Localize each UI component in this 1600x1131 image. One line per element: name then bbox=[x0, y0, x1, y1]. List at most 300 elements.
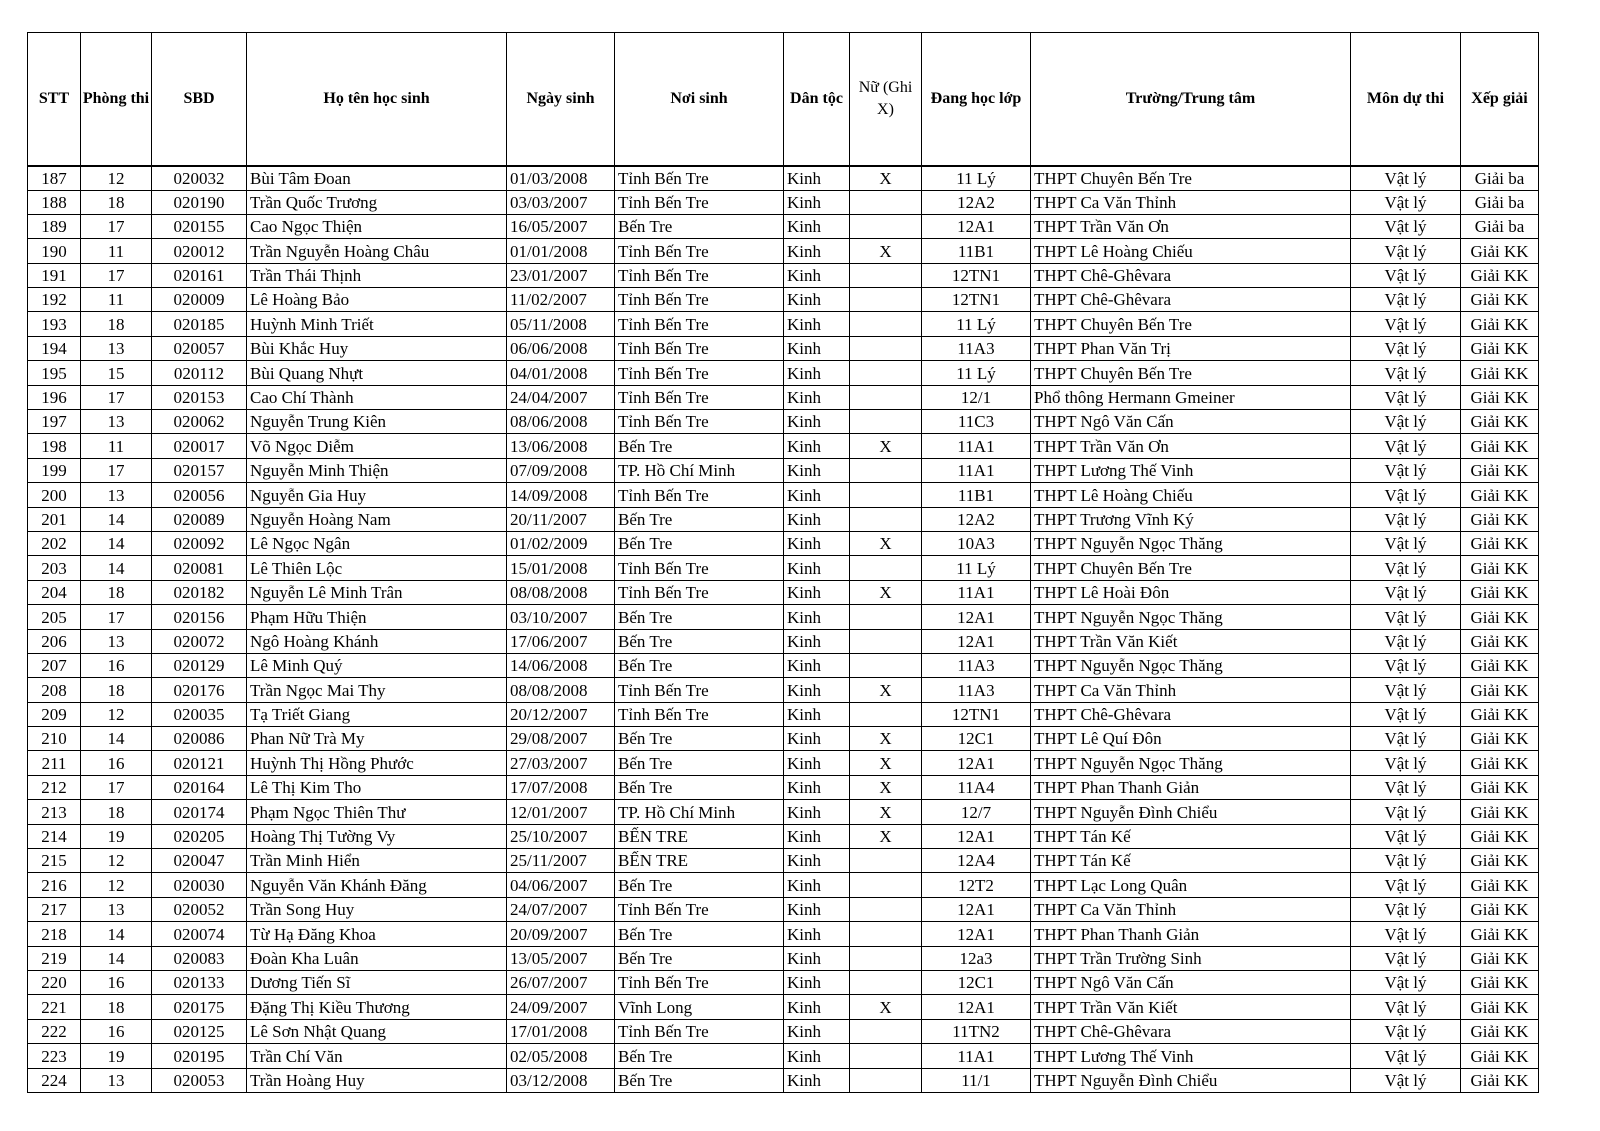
cell-stt: 187 bbox=[28, 166, 81, 191]
table-row bbox=[28, 751, 1539, 775]
cell-xep-giai: Giải KK bbox=[1461, 1044, 1539, 1068]
cell-sbd: 020072 bbox=[152, 629, 247, 653]
table-row bbox=[28, 922, 1539, 946]
cell-sbd: 020112 bbox=[152, 361, 247, 385]
cell-xep-giai: Giải KK bbox=[1461, 531, 1539, 555]
cell-stt: 198 bbox=[28, 434, 81, 458]
cell-truong: Phổ thông Hermann Gmeiner bbox=[1031, 385, 1351, 409]
cell-ngay-sinh: 03/03/2007 bbox=[507, 190, 615, 214]
cell-stt: 204 bbox=[28, 580, 81, 604]
cell-lop: 11A1 bbox=[922, 580, 1031, 604]
cell-ho-ten: Huỳnh Thị Hồng Phước bbox=[247, 751, 507, 775]
cell-ho-ten: Lê Minh Quý bbox=[247, 653, 507, 677]
cell-stt: 214 bbox=[28, 824, 81, 848]
cell-dan-toc: Kinh bbox=[784, 434, 850, 458]
cell-mon: Vật lý bbox=[1351, 531, 1461, 555]
cell-phong-thi: 17 bbox=[81, 605, 152, 629]
cell-mon: Vật lý bbox=[1351, 1019, 1461, 1043]
cell-nu: X bbox=[850, 678, 922, 702]
table-body bbox=[28, 166, 1539, 1093]
cell-nu bbox=[850, 653, 922, 677]
table-row bbox=[28, 897, 1539, 921]
cell-ho-ten: Trần Ngọc Mai Thy bbox=[247, 678, 507, 702]
cell-ngay-sinh: 01/01/2008 bbox=[507, 239, 615, 263]
cell-lop: 12A1 bbox=[922, 605, 1031, 629]
cell-phong-thi: 13 bbox=[81, 336, 152, 360]
table-row bbox=[28, 727, 1539, 751]
header-stt: STT bbox=[28, 33, 81, 166]
cell-stt: 189 bbox=[28, 214, 81, 238]
cell-sbd: 020157 bbox=[152, 458, 247, 482]
cell-xep-giai: Giải KK bbox=[1461, 702, 1539, 726]
cell-mon: Vật lý bbox=[1351, 1068, 1461, 1092]
cell-xep-giai: Giải KK bbox=[1461, 727, 1539, 751]
cell-truong: THPT Trần Văn Kiết bbox=[1031, 995, 1351, 1019]
cell-dan-toc: Kinh bbox=[784, 922, 850, 946]
header-phong-thi: Phòng thi bbox=[81, 33, 152, 166]
cell-sbd: 020175 bbox=[152, 995, 247, 1019]
cell-ho-ten: Lê Thị Kim Tho bbox=[247, 775, 507, 799]
cell-mon: Vật lý bbox=[1351, 1044, 1461, 1068]
cell-mon: Vật lý bbox=[1351, 678, 1461, 702]
cell-xep-giai: Giải KK bbox=[1461, 800, 1539, 824]
cell-noi-sinh: BẾN TRE bbox=[615, 824, 784, 848]
cell-stt: 223 bbox=[28, 1044, 81, 1068]
cell-ngay-sinh: 08/08/2008 bbox=[507, 580, 615, 604]
cell-lop: 12TN1 bbox=[922, 263, 1031, 287]
cell-xep-giai: Giải KK bbox=[1461, 849, 1539, 873]
cell-dan-toc: Kinh bbox=[784, 312, 850, 336]
cell-lop: 12a3 bbox=[922, 946, 1031, 970]
table-row bbox=[28, 336, 1539, 360]
cell-dan-toc: Kinh bbox=[784, 410, 850, 434]
table-row bbox=[28, 239, 1539, 263]
cell-dan-toc: Kinh bbox=[784, 190, 850, 214]
cell-sbd: 020176 bbox=[152, 678, 247, 702]
cell-ngay-sinh: 03/10/2007 bbox=[507, 605, 615, 629]
cell-xep-giai: Giải KK bbox=[1461, 239, 1539, 263]
cell-mon: Vật lý bbox=[1351, 336, 1461, 360]
cell-noi-sinh: Tỉnh Bến Tre bbox=[615, 556, 784, 580]
cell-phong-thi: 15 bbox=[81, 361, 152, 385]
cell-sbd: 020121 bbox=[152, 751, 247, 775]
cell-ho-ten: Võ Ngọc Diễm bbox=[247, 434, 507, 458]
cell-dan-toc: Kinh bbox=[784, 897, 850, 921]
cell-xep-giai: Giải KK bbox=[1461, 824, 1539, 848]
cell-ngay-sinh: 01/03/2008 bbox=[507, 166, 615, 191]
cell-truong: THPT Ca Văn Thỉnh bbox=[1031, 897, 1351, 921]
cell-dan-toc: Kinh bbox=[784, 873, 850, 897]
cell-truong: THPT Lương Thế Vinh bbox=[1031, 458, 1351, 482]
cell-phong-thi: 18 bbox=[81, 678, 152, 702]
table-row bbox=[28, 702, 1539, 726]
cell-truong: THPT Trần Trường Sinh bbox=[1031, 946, 1351, 970]
cell-ho-ten: Tạ Triết Giang bbox=[247, 702, 507, 726]
cell-ho-ten: Trần Thái Thịnh bbox=[247, 263, 507, 287]
cell-mon: Vật lý bbox=[1351, 312, 1461, 336]
cell-phong-thi: 17 bbox=[81, 214, 152, 238]
cell-lop: 11B1 bbox=[922, 483, 1031, 507]
cell-nu bbox=[850, 483, 922, 507]
cell-mon: Vật lý bbox=[1351, 458, 1461, 482]
cell-phong-thi: 17 bbox=[81, 775, 152, 799]
cell-xep-giai: Giải KK bbox=[1461, 361, 1539, 385]
cell-nu: X bbox=[850, 824, 922, 848]
cell-ho-ten: Trần Song Huy bbox=[247, 897, 507, 921]
cell-ngay-sinh: 04/06/2007 bbox=[507, 873, 615, 897]
cell-mon: Vật lý bbox=[1351, 727, 1461, 751]
cell-stt: 213 bbox=[28, 800, 81, 824]
cell-noi-sinh: Tỉnh Bến Tre bbox=[615, 678, 784, 702]
cell-noi-sinh: Bến Tre bbox=[615, 629, 784, 653]
cell-stt: 206 bbox=[28, 629, 81, 653]
header-nu: Nữ (Ghi X) bbox=[850, 33, 922, 166]
cell-ho-ten: Cao Chí Thành bbox=[247, 385, 507, 409]
cell-ngay-sinh: 04/01/2008 bbox=[507, 361, 615, 385]
cell-lop: 12A1 bbox=[922, 824, 1031, 848]
cell-ho-ten: Trần Chí Văn bbox=[247, 1044, 507, 1068]
cell-ngay-sinh: 06/06/2008 bbox=[507, 336, 615, 360]
cell-xep-giai: Giải KK bbox=[1461, 263, 1539, 287]
cell-lop: 11 Lý bbox=[922, 166, 1031, 191]
header-mon: Môn dự thi bbox=[1351, 33, 1461, 166]
cell-sbd: 020190 bbox=[152, 190, 247, 214]
cell-noi-sinh: Tỉnh Bến Tre bbox=[615, 702, 784, 726]
cell-phong-thi: 17 bbox=[81, 263, 152, 287]
cell-dan-toc: Kinh bbox=[784, 214, 850, 238]
table-row bbox=[28, 410, 1539, 434]
cell-lop: 12T2 bbox=[922, 873, 1031, 897]
header-ngay-sinh: Ngày sinh bbox=[507, 33, 615, 166]
cell-ho-ten: Nguyễn Trung Kiên bbox=[247, 410, 507, 434]
cell-nu bbox=[850, 1019, 922, 1043]
table-row bbox=[28, 605, 1539, 629]
cell-nu bbox=[850, 922, 922, 946]
cell-lop: 12C1 bbox=[922, 727, 1031, 751]
cell-dan-toc: Kinh bbox=[784, 288, 850, 312]
cell-phong-thi: 11 bbox=[81, 239, 152, 263]
cell-noi-sinh: TP. Hồ Chí Minh bbox=[615, 800, 784, 824]
cell-nu bbox=[850, 556, 922, 580]
cell-noi-sinh: Tỉnh Bến Tre bbox=[615, 361, 784, 385]
cell-stt: 202 bbox=[28, 531, 81, 555]
cell-dan-toc: Kinh bbox=[784, 239, 850, 263]
cell-dan-toc: Kinh bbox=[784, 507, 850, 531]
cell-sbd: 020155 bbox=[152, 214, 247, 238]
cell-mon: Vật lý bbox=[1351, 849, 1461, 873]
cell-truong: THPT Phan Văn Trị bbox=[1031, 336, 1351, 360]
cell-sbd: 020161 bbox=[152, 263, 247, 287]
cell-stt: 222 bbox=[28, 1019, 81, 1043]
cell-noi-sinh: Tỉnh Bến Tre bbox=[615, 288, 784, 312]
cell-ngay-sinh: 02/05/2008 bbox=[507, 1044, 615, 1068]
cell-phong-thi: 11 bbox=[81, 434, 152, 458]
cell-ho-ten: Lê Thiên Lộc bbox=[247, 556, 507, 580]
cell-nu bbox=[850, 849, 922, 873]
table-row bbox=[28, 385, 1539, 409]
cell-phong-thi: 18 bbox=[81, 995, 152, 1019]
cell-ho-ten: Trần Minh Hiển bbox=[247, 849, 507, 873]
cell-phong-thi: 18 bbox=[81, 800, 152, 824]
cell-phong-thi: 17 bbox=[81, 458, 152, 482]
cell-ho-ten: Đoàn Kha Luân bbox=[247, 946, 507, 970]
cell-truong: THPT Chê-Ghêvara bbox=[1031, 702, 1351, 726]
cell-dan-toc: Kinh bbox=[784, 824, 850, 848]
cell-stt: 194 bbox=[28, 336, 81, 360]
cell-nu bbox=[850, 507, 922, 531]
cell-nu bbox=[850, 361, 922, 385]
cell-ho-ten: Dương Tiến Sĩ bbox=[247, 971, 507, 995]
cell-mon: Vật lý bbox=[1351, 190, 1461, 214]
cell-xep-giai: Giải KK bbox=[1461, 946, 1539, 970]
cell-lop: 12A4 bbox=[922, 849, 1031, 873]
cell-lop: 12A2 bbox=[922, 190, 1031, 214]
cell-sbd: 020089 bbox=[152, 507, 247, 531]
cell-mon: Vật lý bbox=[1351, 288, 1461, 312]
cell-ngay-sinh: 27/03/2007 bbox=[507, 751, 615, 775]
cell-stt: 188 bbox=[28, 190, 81, 214]
cell-lop: 12/1 bbox=[922, 385, 1031, 409]
cell-phong-thi: 14 bbox=[81, 727, 152, 751]
table-row bbox=[28, 995, 1539, 1019]
cell-mon: Vật lý bbox=[1351, 824, 1461, 848]
cell-mon: Vật lý bbox=[1351, 971, 1461, 995]
cell-mon: Vật lý bbox=[1351, 775, 1461, 799]
cell-sbd: 020083 bbox=[152, 946, 247, 970]
cell-mon: Vật lý bbox=[1351, 751, 1461, 775]
cell-noi-sinh: Tỉnh Bến Tre bbox=[615, 483, 784, 507]
table-row bbox=[28, 507, 1539, 531]
table-row bbox=[28, 775, 1539, 799]
cell-noi-sinh: Bến Tre bbox=[615, 531, 784, 555]
cell-ho-ten: Bùi Quang Nhựt bbox=[247, 361, 507, 385]
cell-xep-giai: Giải KK bbox=[1461, 678, 1539, 702]
cell-sbd: 020156 bbox=[152, 605, 247, 629]
cell-ngay-sinh: 08/06/2008 bbox=[507, 410, 615, 434]
cell-ho-ten: Phạm Hữu Thiện bbox=[247, 605, 507, 629]
cell-truong: THPT Tán Kế bbox=[1031, 849, 1351, 873]
cell-mon: Vật lý bbox=[1351, 605, 1461, 629]
cell-truong: THPT Chuyên Bến Tre bbox=[1031, 166, 1351, 191]
cell-noi-sinh: Tỉnh Bến Tre bbox=[615, 336, 784, 360]
cell-ngay-sinh: 26/07/2007 bbox=[507, 971, 615, 995]
cell-lop: 12C1 bbox=[922, 971, 1031, 995]
cell-truong: THPT Tán Kế bbox=[1031, 824, 1351, 848]
cell-mon: Vật lý bbox=[1351, 483, 1461, 507]
cell-sbd: 020012 bbox=[152, 239, 247, 263]
cell-phong-thi: 17 bbox=[81, 385, 152, 409]
cell-sbd: 020009 bbox=[152, 288, 247, 312]
cell-dan-toc: Kinh bbox=[784, 385, 850, 409]
cell-mon: Vật lý bbox=[1351, 946, 1461, 970]
cell-xep-giai: Giải KK bbox=[1461, 971, 1539, 995]
cell-lop: 11/1 bbox=[922, 1068, 1031, 1092]
cell-lop: 11 Lý bbox=[922, 556, 1031, 580]
cell-ngay-sinh: 11/02/2007 bbox=[507, 288, 615, 312]
header-truong: Trường/Trung tâm bbox=[1031, 33, 1351, 166]
cell-ngay-sinh: 16/05/2007 bbox=[507, 214, 615, 238]
cell-nu bbox=[850, 190, 922, 214]
cell-nu bbox=[850, 1044, 922, 1068]
cell-mon: Vật lý bbox=[1351, 263, 1461, 287]
cell-ho-ten: Bùi Khắc Huy bbox=[247, 336, 507, 360]
cell-nu bbox=[850, 605, 922, 629]
cell-nu bbox=[850, 214, 922, 238]
cell-xep-giai: Giải KK bbox=[1461, 410, 1539, 434]
cell-nu bbox=[850, 702, 922, 726]
cell-xep-giai: Giải KK bbox=[1461, 580, 1539, 604]
table-row bbox=[28, 312, 1539, 336]
cell-dan-toc: Kinh bbox=[784, 629, 850, 653]
cell-xep-giai: Giải ba bbox=[1461, 166, 1539, 191]
cell-ngay-sinh: 14/09/2008 bbox=[507, 483, 615, 507]
cell-ngay-sinh: 17/01/2008 bbox=[507, 1019, 615, 1043]
cell-stt: 192 bbox=[28, 288, 81, 312]
table-row bbox=[28, 361, 1539, 385]
cell-xep-giai: Giải KK bbox=[1461, 873, 1539, 897]
cell-truong: THPT Trần Văn Kiết bbox=[1031, 629, 1351, 653]
cell-noi-sinh: Tỉnh Bến Tre bbox=[615, 1019, 784, 1043]
table-row bbox=[28, 800, 1539, 824]
cell-stt: 217 bbox=[28, 897, 81, 921]
cell-mon: Vật lý bbox=[1351, 361, 1461, 385]
cell-dan-toc: Kinh bbox=[784, 800, 850, 824]
cell-nu: X bbox=[850, 751, 922, 775]
cell-sbd: 020185 bbox=[152, 312, 247, 336]
cell-phong-thi: 12 bbox=[81, 702, 152, 726]
cell-truong: THPT Chê-Ghêvara bbox=[1031, 263, 1351, 287]
cell-mon: Vật lý bbox=[1351, 995, 1461, 1019]
cell-ngay-sinh: 25/11/2007 bbox=[507, 849, 615, 873]
cell-dan-toc: Kinh bbox=[784, 653, 850, 677]
cell-ngay-sinh: 24/07/2007 bbox=[507, 897, 615, 921]
cell-ngay-sinh: 08/08/2008 bbox=[507, 678, 615, 702]
cell-noi-sinh: Bến Tre bbox=[615, 946, 784, 970]
table-row bbox=[28, 971, 1539, 995]
cell-truong: THPT Lê Hoàng Chiếu bbox=[1031, 483, 1351, 507]
cell-stt: 190 bbox=[28, 239, 81, 263]
cell-truong: THPT Nguyễn Đình Chiểu bbox=[1031, 800, 1351, 824]
cell-noi-sinh: Tỉnh Bến Tre bbox=[615, 971, 784, 995]
cell-lop: 12TN1 bbox=[922, 288, 1031, 312]
cell-sbd: 020164 bbox=[152, 775, 247, 799]
cell-ngay-sinh: 24/04/2007 bbox=[507, 385, 615, 409]
cell-sbd: 020125 bbox=[152, 1019, 247, 1043]
cell-ho-ten: Lê Hoàng Bảo bbox=[247, 288, 507, 312]
cell-phong-thi: 19 bbox=[81, 824, 152, 848]
cell-stt: 211 bbox=[28, 751, 81, 775]
cell-phong-thi: 18 bbox=[81, 190, 152, 214]
cell-stt: 191 bbox=[28, 263, 81, 287]
cell-ho-ten: Lê Sơn Nhật Quang bbox=[247, 1019, 507, 1043]
cell-ngay-sinh: 13/05/2007 bbox=[507, 946, 615, 970]
cell-ho-ten: Huỳnh Minh Triết bbox=[247, 312, 507, 336]
cell-noi-sinh: Tỉnh Bến Tre bbox=[615, 385, 784, 409]
cell-mon: Vật lý bbox=[1351, 702, 1461, 726]
table-row bbox=[28, 1044, 1539, 1068]
cell-ngay-sinh: 29/08/2007 bbox=[507, 727, 615, 751]
cell-ngay-sinh: 14/06/2008 bbox=[507, 653, 615, 677]
cell-noi-sinh: Tỉnh Bến Tre bbox=[615, 190, 784, 214]
table-row bbox=[28, 1019, 1539, 1043]
cell-ngay-sinh: 12/01/2007 bbox=[507, 800, 615, 824]
cell-stt: 200 bbox=[28, 483, 81, 507]
cell-truong: THPT Chê-Ghêvara bbox=[1031, 288, 1351, 312]
cell-lop: 12A2 bbox=[922, 507, 1031, 531]
cell-phong-thi: 19 bbox=[81, 1044, 152, 1068]
cell-truong: THPT Ngô Văn Cấn bbox=[1031, 971, 1351, 995]
cell-noi-sinh: Vĩnh Long bbox=[615, 995, 784, 1019]
cell-mon: Vật lý bbox=[1351, 214, 1461, 238]
cell-dan-toc: Kinh bbox=[784, 1044, 850, 1068]
cell-noi-sinh: Bến Tre bbox=[615, 1044, 784, 1068]
cell-truong: THPT Lạc Long Quân bbox=[1031, 873, 1351, 897]
cell-sbd: 020205 bbox=[152, 824, 247, 848]
table-row bbox=[28, 873, 1539, 897]
cell-phong-thi: 14 bbox=[81, 531, 152, 555]
table-row bbox=[28, 214, 1539, 238]
cell-mon: Vật lý bbox=[1351, 897, 1461, 921]
cell-dan-toc: Kinh bbox=[784, 531, 850, 555]
cell-xep-giai: Giải KK bbox=[1461, 288, 1539, 312]
cell-lop: 11A4 bbox=[922, 775, 1031, 799]
cell-dan-toc: Kinh bbox=[784, 556, 850, 580]
cell-lop: 12TN1 bbox=[922, 702, 1031, 726]
header-dan-toc: Dân tộc bbox=[784, 33, 850, 166]
cell-sbd: 020195 bbox=[152, 1044, 247, 1068]
cell-truong: THPT Ca Văn Thỉnh bbox=[1031, 190, 1351, 214]
cell-noi-sinh: Tỉnh Bến Tre bbox=[615, 410, 784, 434]
cell-ngay-sinh: 24/09/2007 bbox=[507, 995, 615, 1019]
cell-truong: THPT Nguyễn Đình Chiểu bbox=[1031, 1068, 1351, 1092]
cell-stt: 208 bbox=[28, 678, 81, 702]
cell-phong-thi: 11 bbox=[81, 288, 152, 312]
cell-sbd: 020182 bbox=[152, 580, 247, 604]
table-row bbox=[28, 531, 1539, 555]
cell-dan-toc: Kinh bbox=[784, 580, 850, 604]
cell-ho-ten: Từ Hạ Đăng Khoa bbox=[247, 922, 507, 946]
cell-phong-thi: 16 bbox=[81, 1019, 152, 1043]
cell-mon: Vật lý bbox=[1351, 556, 1461, 580]
cell-truong: THPT Phan Thanh Giản bbox=[1031, 922, 1351, 946]
cell-dan-toc: Kinh bbox=[784, 678, 850, 702]
cell-mon: Vật lý bbox=[1351, 507, 1461, 531]
cell-ngay-sinh: 05/11/2008 bbox=[507, 312, 615, 336]
cell-lop: 11A3 bbox=[922, 336, 1031, 360]
cell-stt: 203 bbox=[28, 556, 81, 580]
cell-mon: Vật lý bbox=[1351, 922, 1461, 946]
cell-noi-sinh: Tỉnh Bến Tre bbox=[615, 312, 784, 336]
cell-lop: 11 Lý bbox=[922, 361, 1031, 385]
cell-lop: 12/7 bbox=[922, 800, 1031, 824]
cell-dan-toc: Kinh bbox=[784, 727, 850, 751]
cell-noi-sinh: Bến Tre bbox=[615, 873, 784, 897]
cell-ngay-sinh: 07/09/2008 bbox=[507, 458, 615, 482]
cell-mon: Vật lý bbox=[1351, 239, 1461, 263]
cell-sbd: 020129 bbox=[152, 653, 247, 677]
table-row bbox=[28, 580, 1539, 604]
cell-phong-thi: 13 bbox=[81, 1068, 152, 1092]
cell-stt: 212 bbox=[28, 775, 81, 799]
cell-nu bbox=[850, 410, 922, 434]
cell-phong-thi: 13 bbox=[81, 483, 152, 507]
header-sbd: SBD bbox=[152, 33, 247, 166]
table-row bbox=[28, 434, 1539, 458]
cell-ngay-sinh: 25/10/2007 bbox=[507, 824, 615, 848]
cell-ho-ten: Trần Nguyễn Hoàng Châu bbox=[247, 239, 507, 263]
cell-ngay-sinh: 23/01/2007 bbox=[507, 263, 615, 287]
cell-xep-giai: Giải KK bbox=[1461, 629, 1539, 653]
